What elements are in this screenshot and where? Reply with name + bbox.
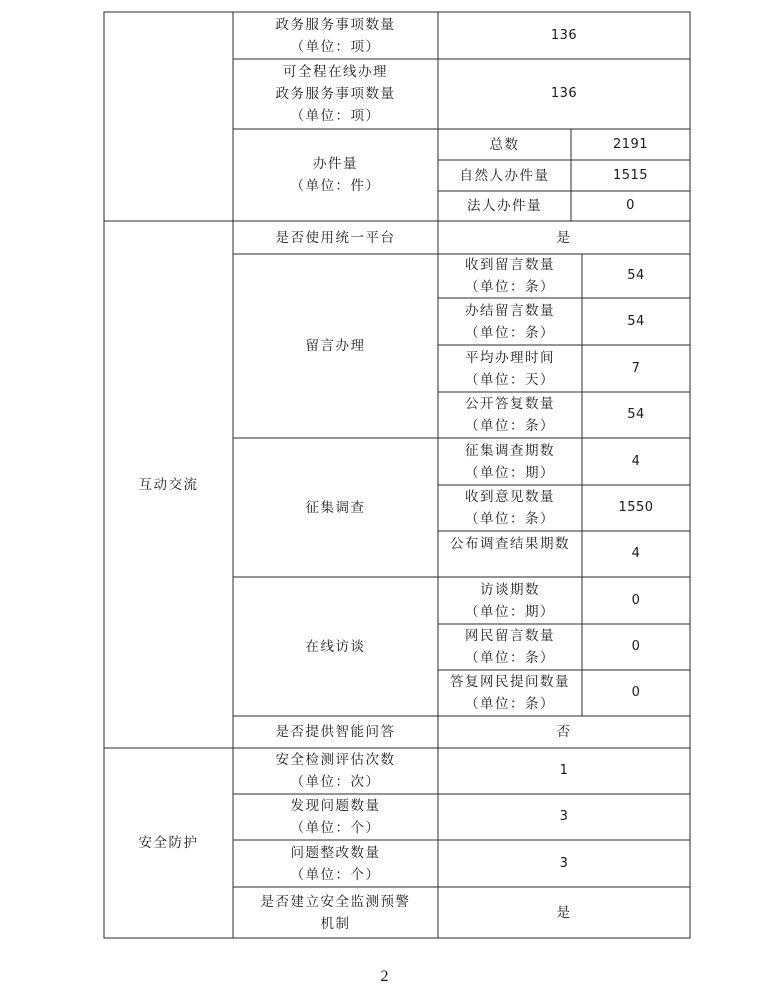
security-category: 安全防护 xyxy=(138,835,199,851)
cases-label xyxy=(233,129,438,221)
security-issues-fixed-line2: （单位：个） xyxy=(290,866,381,883)
survey-opinions-line1: 收到意见数量 xyxy=(465,489,555,505)
interviews-answered-line2: （单位：条） xyxy=(465,696,555,712)
interviews-label: 在线访谈 xyxy=(305,638,366,655)
survey-periods-label xyxy=(438,438,582,485)
messages-received-label xyxy=(438,254,582,298)
service-items-label xyxy=(233,12,438,59)
online-items-label xyxy=(233,59,438,129)
security-issues-found-value: 3 xyxy=(559,809,569,824)
interaction-category: 互动交流 xyxy=(138,476,199,493)
cases-total-label: 总数 xyxy=(489,136,520,153)
survey-results-value: 4 xyxy=(631,546,641,561)
interviews-netizen-messages-line1: 网民留言数量 xyxy=(465,628,555,644)
survey-periods-value: 4 xyxy=(631,453,641,469)
messages-public-replies-label xyxy=(438,392,582,438)
security-issues-found-line1: 发现问题数量 xyxy=(290,798,381,814)
messages-public-replies-line2: （单位：条） xyxy=(465,418,555,434)
service-items-label-line2: （单位：项） xyxy=(290,38,381,55)
security-warning-value: 是 xyxy=(556,904,572,921)
survey-opinions-value: 1550 xyxy=(618,500,654,515)
survey-label: 征集调查 xyxy=(305,499,366,516)
smart-qa-value: 否 xyxy=(556,724,572,740)
interviews-netizen-messages-label xyxy=(438,624,582,670)
service-items-value: 136 xyxy=(550,27,578,43)
messages-avg-time-value: 7 xyxy=(631,360,641,376)
interviews-periods-line2: （单位：期） xyxy=(465,603,555,620)
online-items-label-line2: 政务服务事项数量 xyxy=(275,86,396,102)
messages-public-replies-value: 54 xyxy=(627,407,645,422)
online-items-value: 136 xyxy=(550,86,578,101)
messages-public-replies-line1: 公开答复数量 xyxy=(465,396,555,412)
interviews-netizen-messages-value: 0 xyxy=(631,639,641,654)
page-number: 2 xyxy=(380,968,389,985)
interviews-periods-label xyxy=(438,577,582,624)
messages-avg-time-line2: （单位：天） xyxy=(465,371,555,388)
interviews-answered-value: 0 xyxy=(631,685,641,700)
security-assessments-line1: 安全检测评估次数 xyxy=(275,752,396,768)
messages-concluded-label xyxy=(438,298,582,345)
security-warning-line2: 机制 xyxy=(320,915,351,932)
survey-results-label xyxy=(438,531,582,577)
messages-label: 留言办理 xyxy=(305,338,366,354)
survey-results-line1: 公布调查结果期数 xyxy=(450,536,570,552)
messages-avg-time-line1: 平均办理时间 xyxy=(465,349,555,366)
messages-concluded-value: 54 xyxy=(627,313,645,329)
unified-platform-value: 是 xyxy=(556,229,572,246)
security-issues-fixed-value: 3 xyxy=(559,855,569,871)
smart-qa-label: 是否提供智能问答 xyxy=(275,724,396,740)
cases-total-value: 2191 xyxy=(612,136,649,152)
online-items-label-line3: （单位：项） xyxy=(290,108,381,124)
cases-label-line1: 办件量 xyxy=(313,156,358,172)
messages-concluded-line2: （单位：条） xyxy=(465,324,555,341)
interviews-answered-line1: 答复网民提问数量 xyxy=(450,674,570,690)
security-issues-found-label xyxy=(233,794,438,840)
security-assessments-label xyxy=(233,748,438,794)
security-assessments-value: 1 xyxy=(559,763,569,778)
survey-periods-line1: 征集调查期数 xyxy=(465,442,555,459)
cases-legal-label: 法人办件量 xyxy=(467,198,542,214)
unified-platform-label: 是否使用统一平台 xyxy=(275,229,396,246)
interviews-periods-line1: 访谈期数 xyxy=(480,581,540,598)
messages-avg-time-label xyxy=(438,345,582,392)
survey-opinions-line2: （单位：条） xyxy=(465,511,555,527)
service-items-label-line1: 政务服务事项数量 xyxy=(275,16,396,33)
security-issues-fixed-line1: 问题整改数量 xyxy=(290,844,381,861)
online-items-label-line1: 可全程在线办理 xyxy=(283,64,388,80)
interviews-netizen-messages-line2: （单位：条） xyxy=(465,650,555,666)
cases-natural-value: 1515 xyxy=(612,167,649,183)
messages-received-value: 54 xyxy=(627,268,645,283)
security-assessments-line2: （单位：次） xyxy=(290,774,381,790)
interviews-answered-label xyxy=(438,670,582,716)
security-warning-line1: 是否建立安全监测预警 xyxy=(260,893,411,910)
security-issues-found-line2: （单位：个） xyxy=(290,820,381,836)
cases-label-line2: （单位：件） xyxy=(290,178,381,194)
cases-legal-value: 0 xyxy=(626,198,635,213)
messages-received-line1: 收到留言数量 xyxy=(465,257,555,273)
messages-concluded-line1: 办结留言数量 xyxy=(465,302,555,319)
security-warning-label xyxy=(233,887,438,938)
security-issues-fixed-label xyxy=(233,840,438,887)
cases-natural-label: 自然人办件量 xyxy=(459,167,550,184)
survey-periods-line2: （单位：期） xyxy=(465,464,555,481)
messages-received-line2: （单位：条） xyxy=(465,279,555,295)
interviews-periods-value: 0 xyxy=(631,592,641,608)
survey-opinions-label xyxy=(438,485,582,531)
